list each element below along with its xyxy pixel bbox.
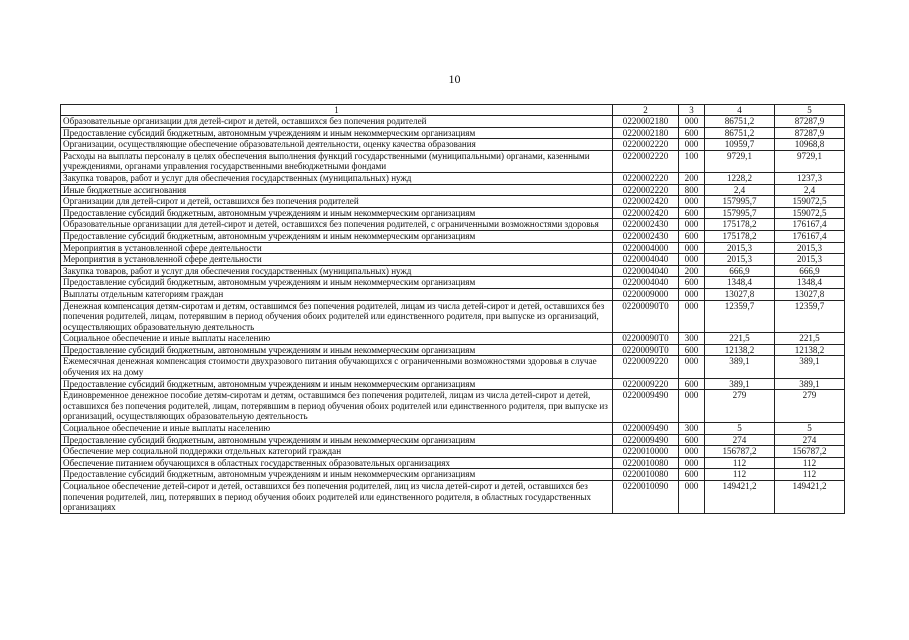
table-row bbox=[61, 172, 845, 184]
table-row bbox=[61, 356, 845, 378]
row-value-1: 666,9 bbox=[705, 265, 775, 277]
table-row bbox=[61, 150, 845, 172]
row-code: 0220009220 bbox=[613, 378, 679, 390]
row-code: 0220002220 bbox=[613, 172, 679, 184]
row-name: Предоставление субсидий бюджетным, автономным учреждениям и иным некоммерческим организациям bbox=[61, 378, 613, 390]
row-value-2: 159072,5 bbox=[775, 196, 845, 208]
row-value-2: 2015,3 bbox=[775, 254, 845, 266]
row-value-1: 13027,8 bbox=[705, 288, 775, 300]
row-value-1: 9729,1 bbox=[705, 150, 775, 172]
row-value-2: 5 bbox=[775, 423, 845, 435]
table-row bbox=[61, 230, 845, 242]
row-value-2: 156787,2 bbox=[775, 446, 845, 458]
row-vr: 200 bbox=[679, 265, 705, 277]
row-value-2: 12359,7 bbox=[775, 300, 845, 333]
row-code: 02200090Т0 bbox=[613, 344, 679, 356]
row-name: Образовательные организации для детей-сирот и детей, оставшихся без попечения родителей bbox=[61, 116, 613, 128]
row-code: 0220009490 bbox=[613, 390, 679, 423]
row-value-1: 2015,3 bbox=[705, 242, 775, 254]
row-value-1: 112 bbox=[705, 469, 775, 481]
row-code: 02200090Т0 bbox=[613, 333, 679, 345]
row-value-1: 86751,2 bbox=[705, 127, 775, 139]
row-code: 0220009000 bbox=[613, 288, 679, 300]
row-name: Закупка товаров, работ и услуг для обеспечения государственных (муниципальных) нужд bbox=[61, 265, 613, 277]
row-value-2: 9729,1 bbox=[775, 150, 845, 172]
row-name: Социальное обеспечение детей-сирот и детей, оставшихся без попечения родителей, лиц из числа детей-сирот и детей, оставшихся без попечения родителей, лиц, потерявших в период обучения обоих родителей или единственного родителя, в областных государственных организациях bbox=[61, 481, 613, 514]
row-value-1: 149421,2 bbox=[705, 481, 775, 514]
row-code: 0220002220 bbox=[613, 139, 679, 151]
table-row bbox=[61, 446, 845, 458]
row-name: Предоставление субсидий бюджетным, автономным учреждениям и иным некоммерческим организациям bbox=[61, 207, 613, 219]
row-value-1: 1348,4 bbox=[705, 277, 775, 289]
header-cell: 2 bbox=[613, 105, 679, 116]
table-row bbox=[61, 219, 845, 231]
row-value-2: 13027,8 bbox=[775, 288, 845, 300]
row-vr: 000 bbox=[679, 139, 705, 151]
row-vr: 600 bbox=[679, 230, 705, 242]
row-vr: 000 bbox=[679, 254, 705, 266]
row-vr: 000 bbox=[679, 116, 705, 128]
row-code: 0220009490 bbox=[613, 423, 679, 435]
row-vr: 300 bbox=[679, 333, 705, 345]
row-name: Обеспечение мер социальной поддержки отдельных категорий граждан bbox=[61, 446, 613, 458]
row-code: 0220009490 bbox=[613, 434, 679, 446]
header-cell: 1 bbox=[61, 105, 613, 116]
row-value-1: 157995,7 bbox=[705, 207, 775, 219]
table-row bbox=[61, 265, 845, 277]
row-value-1: 389,1 bbox=[705, 378, 775, 390]
row-value-2: 389,1 bbox=[775, 378, 845, 390]
row-vr: 000 bbox=[679, 481, 705, 514]
table-row bbox=[61, 242, 845, 254]
row-name: Расходы на выплаты персоналу в целях обеспечения выполнения функций государственными (муниципальными) органами, казенными учреждениями, органами управления государственными внебюджетными фондами bbox=[61, 150, 613, 172]
row-vr: 600 bbox=[679, 344, 705, 356]
row-code: 0220004040 bbox=[613, 254, 679, 266]
table-row bbox=[61, 481, 845, 514]
header-cell: 3 bbox=[679, 105, 705, 116]
row-value-2: 274 bbox=[775, 434, 845, 446]
row-code: 0220004040 bbox=[613, 277, 679, 289]
row-value-1: 279 bbox=[705, 390, 775, 423]
table-row bbox=[61, 139, 845, 151]
row-value-2: 666,9 bbox=[775, 265, 845, 277]
row-code: 0220010000 bbox=[613, 446, 679, 458]
row-code: 0220010080 bbox=[613, 457, 679, 469]
row-vr: 000 bbox=[679, 242, 705, 254]
row-name: Мероприятия в установленной сфере деятельности bbox=[61, 254, 613, 266]
row-code: 0220009220 bbox=[613, 356, 679, 378]
page-number: 10 bbox=[448, 72, 461, 86]
row-vr: 600 bbox=[679, 434, 705, 446]
table-row bbox=[61, 457, 845, 469]
table-row bbox=[61, 434, 845, 446]
row-vr: 600 bbox=[679, 469, 705, 481]
row-vr: 000 bbox=[679, 446, 705, 458]
row-vr: 600 bbox=[679, 207, 705, 219]
row-value-2: 87287,9 bbox=[775, 127, 845, 139]
row-value-1: 86751,2 bbox=[705, 116, 775, 128]
table-row bbox=[61, 300, 845, 333]
row-name: Иные бюджетные ассигнования bbox=[61, 184, 613, 196]
row-value-2: 2015,3 bbox=[775, 242, 845, 254]
row-vr: 000 bbox=[679, 219, 705, 231]
row-value-1: 2015,3 bbox=[705, 254, 775, 266]
row-vr: 000 bbox=[679, 356, 705, 378]
row-value-2: 112 bbox=[775, 457, 845, 469]
table-row bbox=[61, 469, 845, 481]
table-row bbox=[61, 207, 845, 219]
row-vr: 000 bbox=[679, 300, 705, 333]
table-row bbox=[61, 116, 845, 128]
row-code: 0220002220 bbox=[613, 184, 679, 196]
row-code: 0220002430 bbox=[613, 230, 679, 242]
table-row bbox=[61, 333, 845, 345]
row-value-1: 175178,2 bbox=[705, 230, 775, 242]
table-body bbox=[61, 116, 845, 514]
row-vr: 200 bbox=[679, 172, 705, 184]
row-name: Ежемесячная денежная компенсация стоимости двухразового питания обучающихся с ограниченными возможностями здоровья в случае обучения их на дому bbox=[61, 356, 613, 378]
table-row bbox=[61, 378, 845, 390]
row-value-1: 112 bbox=[705, 457, 775, 469]
table-row bbox=[61, 344, 845, 356]
row-value-1: 1228,2 bbox=[705, 172, 775, 184]
row-code: 0220004000 bbox=[613, 242, 679, 254]
row-name: Выплаты отдельным категориям граждан bbox=[61, 288, 613, 300]
row-vr: 800 bbox=[679, 184, 705, 196]
row-vr: 600 bbox=[679, 277, 705, 289]
row-name: Предоставление субсидий бюджетным, автономным учреждениям и иным некоммерческим организациям bbox=[61, 469, 613, 481]
row-value-1: 157995,7 bbox=[705, 196, 775, 208]
row-value-2: 149421,2 bbox=[775, 481, 845, 514]
row-name: Организации для детей-сирот и детей, оставшихся без попечения родителей bbox=[61, 196, 613, 208]
row-name: Организации, осуществляющие обеспечение образовательной деятельности, оценку качества образования bbox=[61, 139, 613, 151]
row-value-1: 175178,2 bbox=[705, 219, 775, 231]
row-vr: 000 bbox=[679, 196, 705, 208]
row-value-1: 274 bbox=[705, 434, 775, 446]
row-value-2: 279 bbox=[775, 390, 845, 423]
row-value-1: 2,4 bbox=[705, 184, 775, 196]
row-value-2: 87287,9 bbox=[775, 116, 845, 128]
table-row bbox=[61, 390, 845, 423]
row-value-1: 156787,2 bbox=[705, 446, 775, 458]
row-code: 0220010090 bbox=[613, 481, 679, 514]
row-vr: 300 bbox=[679, 423, 705, 435]
row-name: Предоставление субсидий бюджетным, автономным учреждениям и иным некоммерческим организациям bbox=[61, 127, 613, 139]
header-row bbox=[61, 105, 845, 116]
budget-table bbox=[60, 104, 845, 514]
row-name: Предоставление субсидий бюджетным, автономным учреждениям и иным некоммерческим организациям bbox=[61, 344, 613, 356]
row-value-2: 176167,4 bbox=[775, 219, 845, 231]
row-value-1: 5 bbox=[705, 423, 775, 435]
row-value-2: 2,4 bbox=[775, 184, 845, 196]
row-value-2: 176167,4 bbox=[775, 230, 845, 242]
row-name: Денежная компенсация детям-сиротам и детям, оставшимся без попечения родителей, лицам из числа детей-сирот и детей, оставшихся без попечения родителей, лицам, потерявшим в период обучения обоих родителей или единственного родителя, при выпуске из организаций, осуществляющих образовательную деятельность bbox=[61, 300, 613, 333]
row-code: 0220002180 bbox=[613, 127, 679, 139]
row-code: 0220002420 bbox=[613, 196, 679, 208]
table-row bbox=[61, 196, 845, 208]
header-cell: 5 bbox=[775, 105, 845, 116]
row-name: Образовательные организации для детей-сирот и детей, оставшихся без попечения родителей, с ограниченными возможностями здоровья bbox=[61, 219, 613, 231]
row-code: 0220010080 bbox=[613, 469, 679, 481]
row-name: Социальное обеспечение и иные выплаты населению bbox=[61, 423, 613, 435]
row-value-1: 389,1 bbox=[705, 356, 775, 378]
table-row bbox=[61, 184, 845, 196]
row-value-1: 12138,2 bbox=[705, 344, 775, 356]
row-value-2: 389,1 bbox=[775, 356, 845, 378]
row-vr: 600 bbox=[679, 127, 705, 139]
row-name: Единовременное денежное пособие детям-сиротам и детям, оставшимся без попечения родителей, лицам из числа детей-сирот и детей, оставшихся без попечения родителей, лицам, потерявшим в период обучения обоих родителей или единственного родителя, при выпуске из организаций, осуществляющих образовательную деятельность bbox=[61, 390, 613, 423]
row-code: 0220002180 bbox=[613, 116, 679, 128]
row-name: Предоставление субсидий бюджетным, автономным учреждениям и иным некоммерческим организациям bbox=[61, 434, 613, 446]
row-name: Обеспечение питанием обучающихся в областных государственных образовательных организациях bbox=[61, 457, 613, 469]
table-row bbox=[61, 277, 845, 289]
table-row bbox=[61, 288, 845, 300]
row-code: 0220004040 bbox=[613, 265, 679, 277]
row-vr: 600 bbox=[679, 378, 705, 390]
row-code: 0220002420 bbox=[613, 207, 679, 219]
header-cell: 4 bbox=[705, 105, 775, 116]
row-name: Социальное обеспечение и иные выплаты населению bbox=[61, 333, 613, 345]
row-name: Закупка товаров, работ и услуг для обеспечения государственных (муниципальных) нужд bbox=[61, 172, 613, 184]
row-value-2: 221,5 bbox=[775, 333, 845, 345]
row-value-2: 1237,3 bbox=[775, 172, 845, 184]
row-code: 0220002220 bbox=[613, 150, 679, 172]
row-name: Предоставление субсидий бюджетным, автономным учреждениям и иным некоммерческим организациям bbox=[61, 230, 613, 242]
table-row bbox=[61, 423, 845, 435]
row-value-2: 1348,4 bbox=[775, 277, 845, 289]
row-value-1: 10959,7 bbox=[705, 139, 775, 151]
row-vr: 000 bbox=[679, 457, 705, 469]
row-value-2: 10968,8 bbox=[775, 139, 845, 151]
table-row bbox=[61, 254, 845, 266]
row-value-2: 159072,5 bbox=[775, 207, 845, 219]
table-row bbox=[61, 127, 845, 139]
row-value-1: 221,5 bbox=[705, 333, 775, 345]
row-name: Мероприятия в установленной сфере деятельности bbox=[61, 242, 613, 254]
row-vr: 000 bbox=[679, 390, 705, 423]
row-value-1: 12359,7 bbox=[705, 300, 775, 333]
row-value-2: 12138,2 bbox=[775, 344, 845, 356]
row-vr: 100 bbox=[679, 150, 705, 172]
row-value-2: 112 bbox=[775, 469, 845, 481]
row-vr: 000 bbox=[679, 288, 705, 300]
row-name: Предоставление субсидий бюджетным, автономным учреждениям и иным некоммерческим организациям bbox=[61, 277, 613, 289]
row-code: 02200090Т0 bbox=[613, 300, 679, 333]
row-code: 0220002430 bbox=[613, 219, 679, 231]
